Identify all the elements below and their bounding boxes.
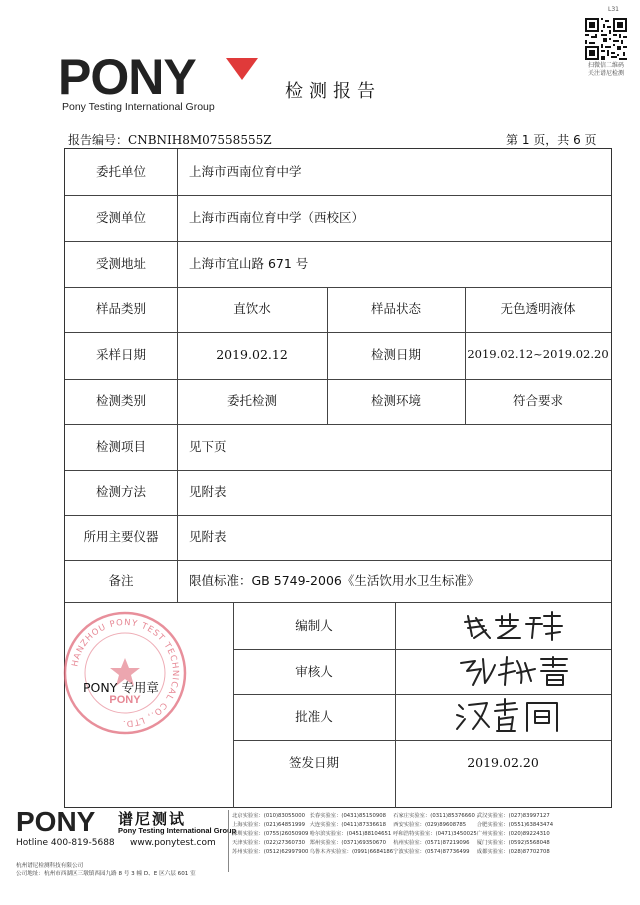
lab-contact: 长春实验室：(0431)85150908 [309,813,386,819]
qr-caption-line-2: 关注谱尼检测 [587,69,624,77]
instruments-label: 所用主要仪器 [83,529,159,544]
sample-type-value: 直饮水 [233,301,271,316]
footer-company-cn: 谱尼测试 [118,810,187,828]
instruments-value: 见附表 [189,529,227,544]
client-value: 上海市西南位育中学 [189,164,302,179]
seal-caption: PONY 专用章 [83,680,159,695]
lab-contact [554,820,632,829]
sample-type-label: 样品类别 [95,301,146,316]
lab-contact [554,811,632,820]
remarks-value: 限值标准：GB 5749-2006《生活饮用水卫生标准》 [189,573,480,588]
lab-contact: 武汉实验室：(027)83997127 [476,813,550,819]
footer-divider [228,810,229,872]
lab-contact: 厦门实验室：(0592)5568048 [476,840,550,846]
lab-contact: 苏州实验室：(0512)62997900 [232,849,309,855]
pony-logo [58,49,196,105]
report-number-value: CNBNIH8M07558555Z [128,133,272,147]
footer-website: www.ponytest.com [130,838,216,848]
footer-logo: PONY [16,806,96,837]
qr-caption-line-1: 扫微信二维码 [587,62,624,69]
report-number [68,131,272,148]
lab-contact: 哈尔滨实验室：(0451)88104651 [309,831,392,837]
sampling-date-label: 采样日期 [95,347,146,362]
test-items-value: 见下页 [189,439,227,454]
approved-by-signature [453,697,578,735]
seal-ring-text: HANZHOU PONY TEST TECHNICAL CO., LTD. [70,617,181,729]
reviewed-by-label: 审核人 [295,664,333,679]
lab-contact: 呼和浩特实验室：(0471)3450025 [393,831,477,837]
lab-contact: 郑州实验室：(0371)69350670 [309,840,386,846]
report-number-label: 报告编号： [68,133,129,147]
lab-contact: 杭州实验室：(0571)87219096 [393,840,470,846]
tested-unit-value: 上海市西南位育中学（西校区） [189,210,365,225]
sample-state-value: 无色透明液体 [500,301,576,316]
footer-address [16,863,226,879]
seal-center-text: PONY [109,694,141,706]
test-category-label: 检测类别 [95,393,146,408]
sample-state-label: 样品状态 [370,301,421,316]
qr-caption [578,62,634,78]
footer-company-name: 杭州谱尼检测科技有限公司 [16,863,84,869]
client-label: 委托单位 [95,164,146,179]
test-items-label: 检测项目 [95,439,146,454]
page-info: 第 1 页，共 6 页 [506,133,597,147]
lab-contact: 石家庄实验室：(0311)85376660 [393,813,475,819]
footer-hotline: Hotline 400-819-5688 [16,838,115,848]
test-method-value: 见附表 [189,484,227,499]
lab-contact [554,829,632,838]
lab-contact [554,838,632,847]
document-code: L31 [608,6,619,13]
qr-code-icon [585,18,627,60]
lab-contact: 天津实验室：(022)27360730 [232,840,305,846]
test-env-value: 符合要求 [512,393,563,408]
approved-by-label: 批准人 [295,709,333,724]
lab-contact: 大连实验室：(0411)87336618 [309,822,386,828]
issue-date-label: 签发日期 [288,755,339,770]
test-method-label: 检测方法 [95,484,146,499]
logo-subtitle: Pony Testing International Group [62,101,215,113]
remarks-label: 备注 [108,573,134,588]
footer-company-en: Pony Testing International Group [118,826,237,835]
lab-directory [232,811,632,856]
page-title: 检测报告 [285,81,381,102]
lab-contact: 深圳实验室：(0755)26050909 [232,831,309,837]
test-env-label: 检测环境 [370,393,421,408]
lab-contact: 广州实验室：(020)89224310 [476,831,550,837]
company-seal [60,608,190,738]
lab-contact [554,847,632,856]
prepared-by-label: 编制人 [295,618,333,633]
address-label: 受测地址 [95,256,146,271]
logo-red-triangle-icon [226,58,258,80]
lab-contact: 成都实验室：(028)87702708 [476,849,550,855]
test-date-label: 检测日期 [370,347,421,362]
address-value: 上海市宜山路 671 号 [189,256,309,271]
lab-contact: 合肥实验室：(0551)63843474 [476,822,554,828]
issue-date-value: 2019.02.20 [467,755,539,770]
lab-contact: 上海实验室：(021)64851999 [232,822,305,828]
prepared-by-signature [460,608,570,644]
lab-contact: 宁波实验室：(0574)87736499 [393,849,470,855]
test-date-value: 2019.02.12~2019.02.20 [467,347,609,361]
lab-contact: 乌鲁木齐实验室：(0991)6684186 [309,849,394,855]
tested-unit-label: 受测单位 [95,210,146,225]
lab-contact: 北京实验室：(010)83055000 [232,813,305,819]
footer-company-address: 公司地址：杭州市西湖区三墩镇西园九路 8 号 3 幢 D、E 区六层 601 室 [16,870,196,877]
sampling-date-value: 2019.02.12 [216,347,288,362]
reviewed-by-signature [455,653,575,689]
logo-text: PONY [58,49,196,105]
test-category-value: 委托检测 [226,393,277,408]
lab-contact: 西安实验室：(029)89608785 [393,822,467,828]
